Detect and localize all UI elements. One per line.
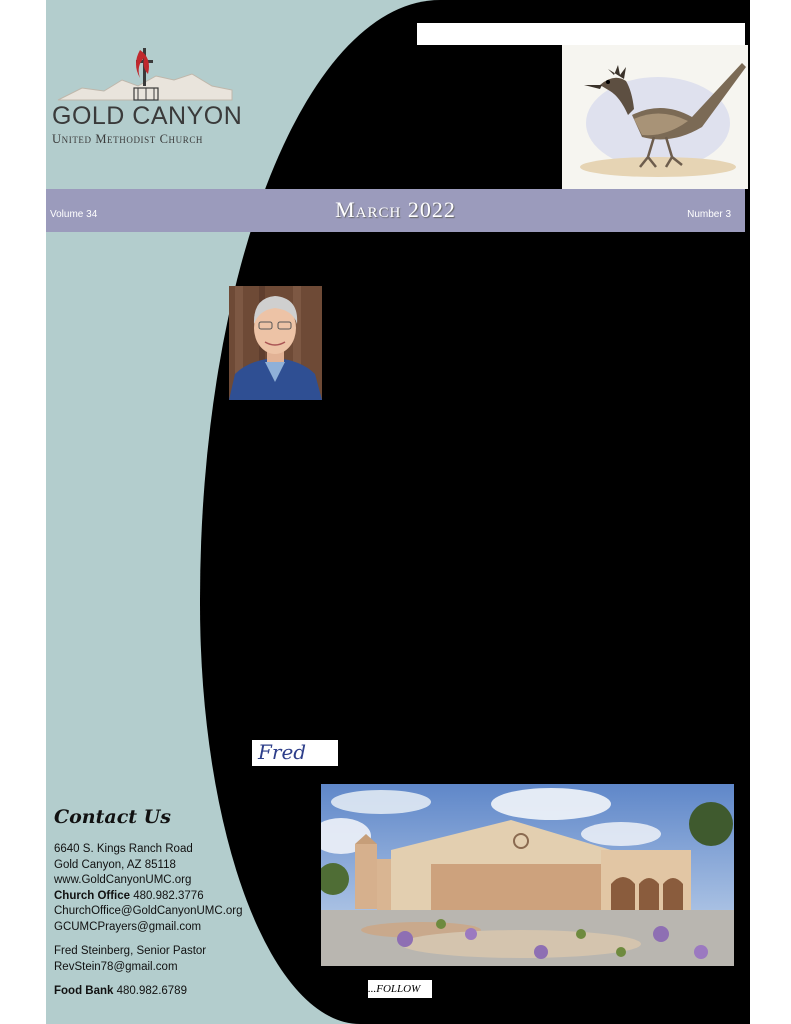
volume-label: Volume 34 — [50, 209, 98, 220]
pastor-photo — [229, 286, 322, 400]
website-link[interactable]: www.GoldCanyonUMC.org — [54, 874, 192, 886]
follow-label: ...FOLLOW — [368, 980, 432, 998]
cross-and-flame-icon — [52, 44, 242, 104]
contact-heading: Contact Us — [54, 806, 171, 828]
church-building-image — [321, 784, 734, 966]
church-subtitle: United Methodist Church — [52, 132, 204, 146]
office-phone[interactable]: 480.982.3776 — [133, 889, 204, 902]
foodbank-phone[interactable]: 480.982.6789 — [116, 985, 187, 997]
church-logo — [52, 44, 243, 146]
issue-number: Number 3 — [687, 209, 731, 220]
issue-banner — [46, 189, 745, 232]
pastor-name: Fred Steinberg, Senior Pastor — [54, 945, 207, 957]
pastor-signature — [252, 740, 338, 766]
office-label: Church Office — [54, 889, 131, 902]
church-name: GOLD CANYON — [52, 102, 243, 130]
pastor-email[interactable]: RevStein78@gmail.com — [54, 960, 178, 973]
signature-text: Fred — [258, 740, 307, 764]
office-email[interactable]: ChurchOffice@GoldCanyonUMC.org — [54, 905, 243, 917]
issue-title: March 2022 — [335, 197, 456, 222]
address-line-1: 6640 S. Kings Ranch Road — [54, 843, 193, 855]
contact-block — [54, 806, 294, 1000]
address-line-2: Gold Canyon, AZ 85118 — [54, 858, 176, 871]
office-phone-line — [54, 889, 294, 905]
roadrunner-image — [562, 45, 748, 189]
foodbank-label: Food Bank — [54, 985, 114, 997]
foodbank-line — [54, 984, 294, 1000]
header-band — [417, 23, 745, 45]
prayers-email[interactable]: GCUMCPrayers@gmail.com — [54, 920, 202, 933]
